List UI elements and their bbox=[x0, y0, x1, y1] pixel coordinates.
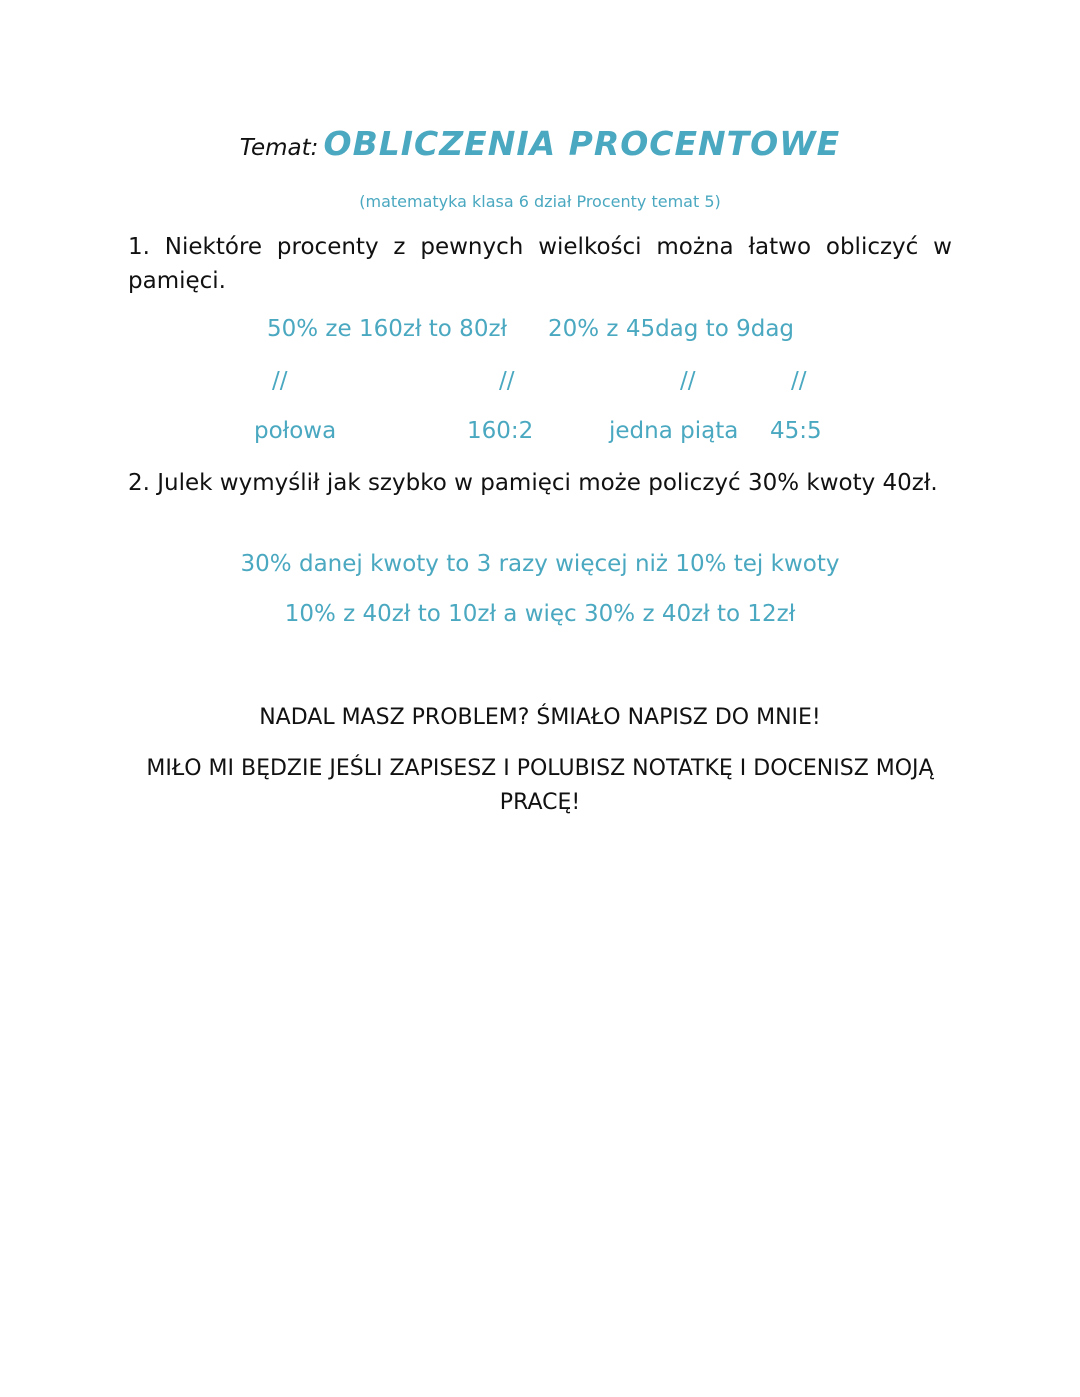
section1-explain-3: jedna piąta bbox=[609, 418, 739, 444]
section1-example-left: 50% ze 160zł to 80zł bbox=[267, 316, 508, 342]
section1-mark-2: // bbox=[499, 368, 515, 394]
section1-example-right: 20% z 45dag to 9dag bbox=[548, 316, 795, 342]
section2-line2: 10% z 40zł to 10zł a więc 30% z 40zł to 12zł bbox=[284, 601, 796, 627]
section1-explain-1: połowa bbox=[254, 418, 337, 444]
section1-mark-3: // bbox=[680, 368, 696, 394]
closing-line1: NADAL MASZ PROBLEM? ŚMIAŁO NAPISZ DO MNIE! bbox=[259, 705, 821, 730]
subtitle: (matematyka klasa 6 dział Procenty temat 5) bbox=[359, 192, 721, 211]
title-prefix: Temat: bbox=[239, 135, 319, 161]
section2-line1: 30% danej kwoty to 3 razy więcej niż 10% tej kwoty bbox=[240, 551, 840, 577]
section1-text: 1. Niektóre procenty z pewnych wielkości można łatwo obliczyć w pamięci. bbox=[128, 234, 952, 294]
section2-text: 2. Julek wymyślił jak szybko w pamięci może policzyć 30% kwoty 40zł. bbox=[128, 470, 938, 496]
closing-line2: MIŁO MI BĘDZIE JEŚLI ZAPISESZ I POLUBISZ NOTATKĘ I DOCENISZ MOJĄ PRACĘ! bbox=[146, 756, 934, 815]
title-main: OBLICZENIA PROCENTOWE bbox=[323, 124, 841, 163]
section1-explain-2: 160:2 bbox=[467, 418, 534, 444]
section1-explain-4: 45:5 bbox=[770, 418, 822, 444]
section1-mark-1: // bbox=[272, 368, 288, 394]
title bbox=[0, 124, 1080, 163]
section1-mark-4: // bbox=[791, 368, 807, 394]
